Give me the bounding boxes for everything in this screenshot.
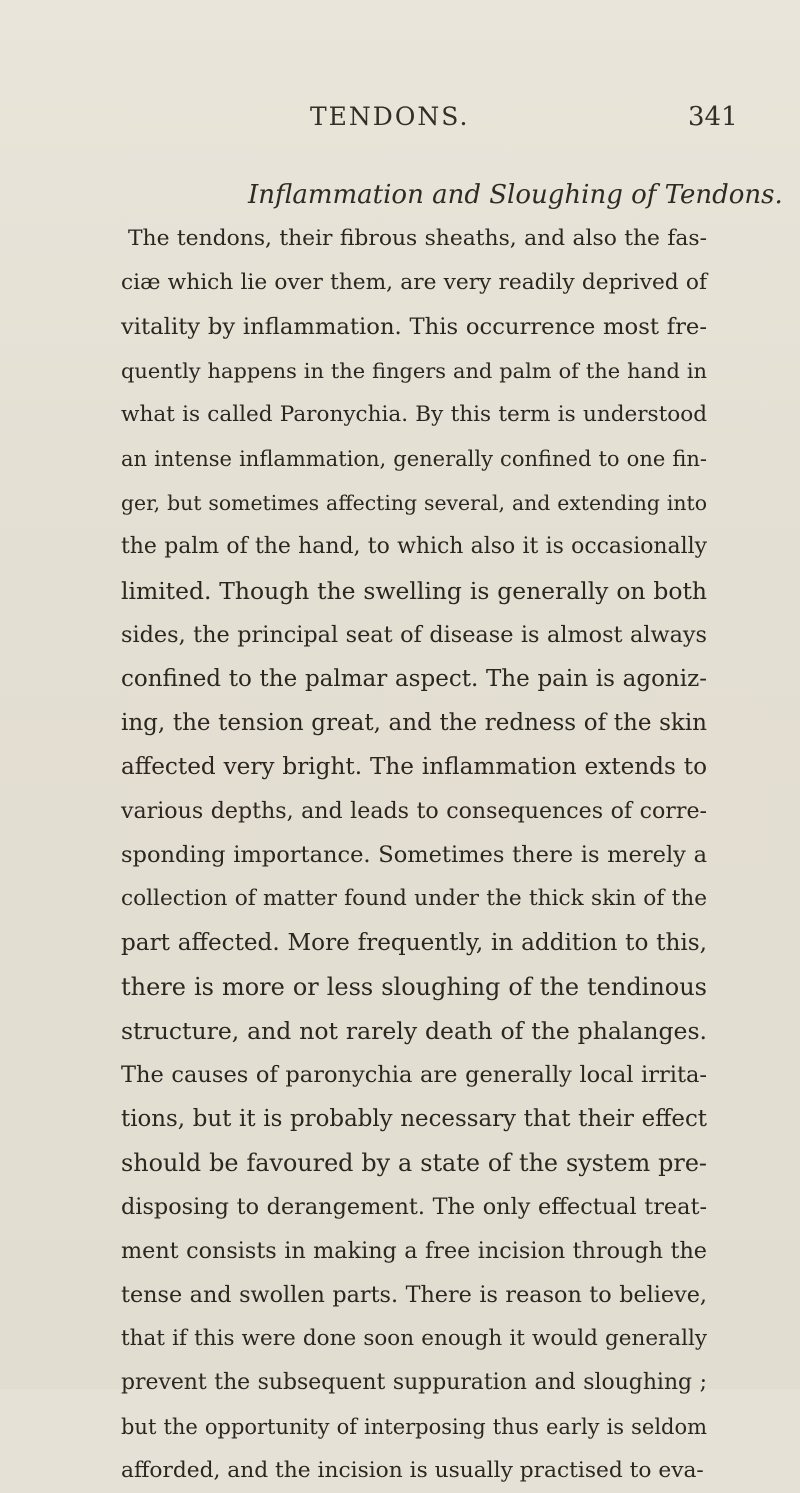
running-head xyxy=(0,102,800,138)
text-line: confined to the palmar aspect. The pain is agoniz- xyxy=(121,666,707,692)
text-line: sponding importance. Sometimes there is merely a xyxy=(121,842,707,868)
text-line: ciæ which lie over them, are very readily deprived of xyxy=(121,270,707,295)
text-line: various depths, and leads to consequences of corre- xyxy=(121,798,707,824)
text-line: that if this were done soon enough it would generally xyxy=(121,1326,707,1351)
text-line: The tendons, their fibrous sheaths, and also the fas- xyxy=(128,226,707,251)
text-line: but the opportunity of interposing thus early is seldom xyxy=(121,1415,707,1439)
text-line: affected very bright. The inflammation extends to xyxy=(121,754,707,780)
text-line: should be favoured by a state of the system pre- xyxy=(121,1149,707,1177)
text-line: what is called Paronychia. By this term is understood xyxy=(121,402,707,427)
running-title: TENDONS. xyxy=(310,102,470,131)
text-line: disposing to derangement. The only effectual treat- xyxy=(121,1194,707,1220)
text-line: quently happens in the fingers and palm of the hand in xyxy=(121,359,707,383)
section-heading: Inflammation and Sloughing of Tendons. xyxy=(248,180,783,210)
text-line: prevent the subsequent suppuration and sloughing ; xyxy=(121,1370,707,1395)
text-line: afforded, and the incision is usually practised to eva- xyxy=(121,1458,704,1483)
text-line: The causes of paronychia are generally local irrita- xyxy=(121,1062,707,1088)
text-line: there is more or less sloughing of the tendinous xyxy=(121,973,707,1001)
text-line: limited. Though the swelling is generally on both xyxy=(121,577,707,605)
text-line: ing, the tension great, and the redness of the skin xyxy=(121,710,707,736)
text-line: part affected. More frequently, in addition to this, xyxy=(121,930,707,956)
text-line: collection of matter found under the thick skin of the xyxy=(121,886,707,911)
page-number: 341 xyxy=(688,102,738,132)
text-line: ment consists in making a free incision through the xyxy=(121,1238,707,1264)
text-line: sides, the principal seat of disease is almost always xyxy=(121,622,707,648)
text-line: structure, and not rarely death of the phalanges. xyxy=(121,1017,707,1045)
text-line: ger, but sometimes affecting several, and extending into xyxy=(121,491,707,515)
text-line: vitality by inflammation. This occurrence most fre- xyxy=(121,314,707,340)
text-line: an intense inflammation, generally confined to one fin- xyxy=(121,447,707,471)
text-line: the palm of the hand, to which also it is occasionally xyxy=(121,534,707,559)
text-line: tense and swollen parts. There is reason to believe, xyxy=(121,1282,707,1308)
text-line: tions, but it is probably necessary that their effect xyxy=(121,1106,707,1132)
